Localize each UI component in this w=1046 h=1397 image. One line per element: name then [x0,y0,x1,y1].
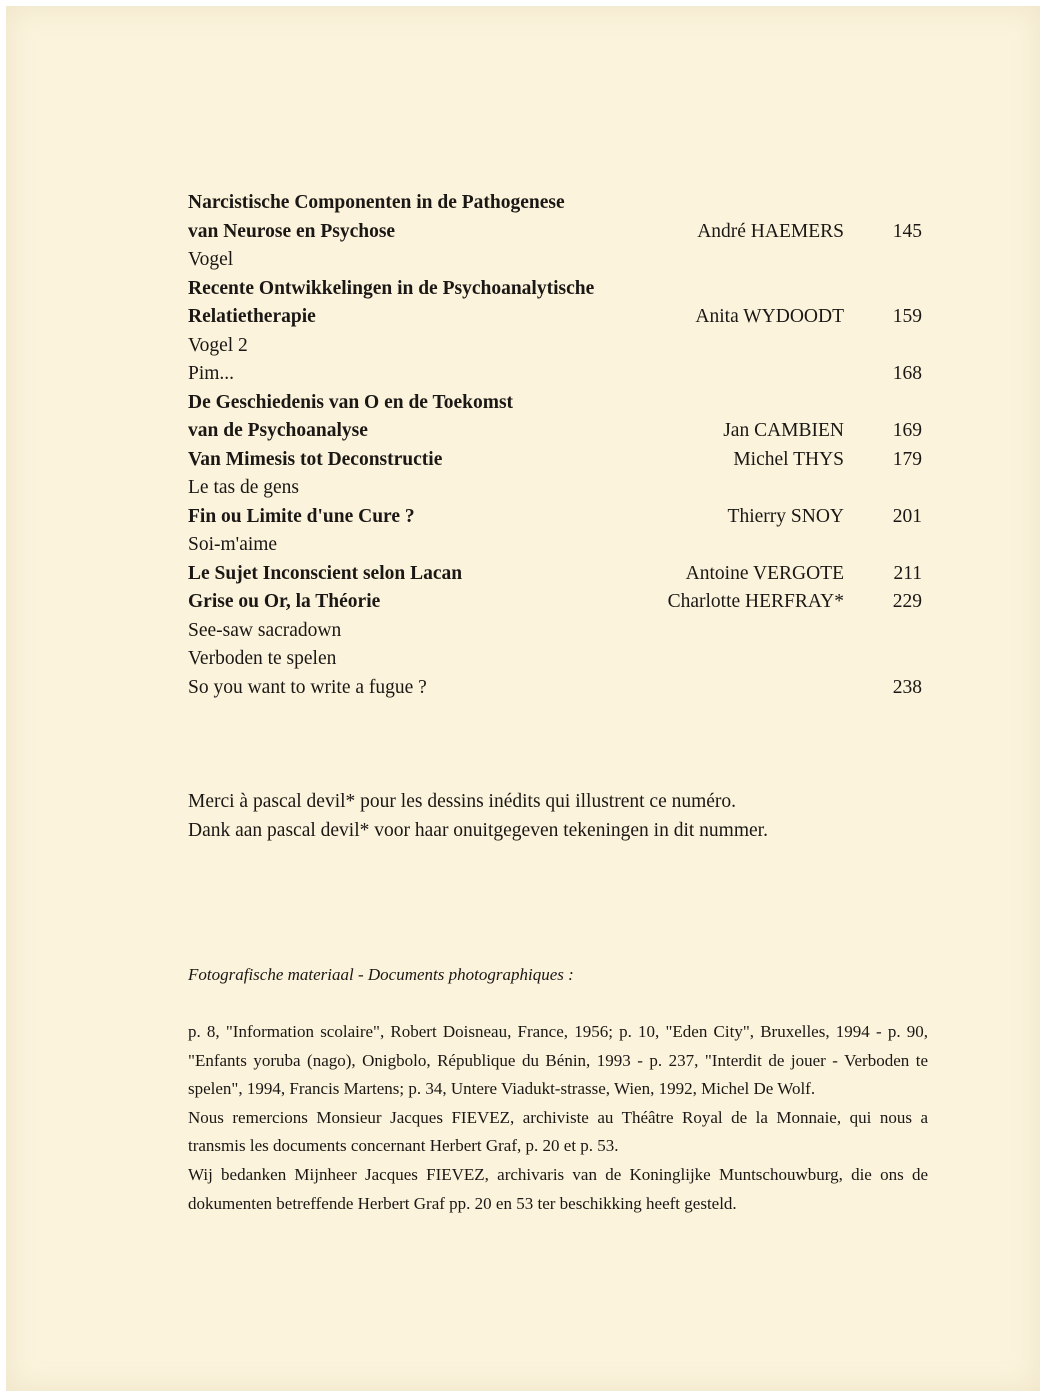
toc-author: André HAEMERS [697,220,844,242]
toc-title: Narcistische Componenten in de Pathogenese [188,192,565,213]
toc-title: Vogel [188,249,234,270]
toc-row [188,189,928,218]
toc-title: Van Mimesis tot Deconstructie [188,448,443,470]
toc-author: Jan CAMBIEN [723,420,844,441]
toc-row [188,617,928,646]
toc-title: Grise ou Or, la Théorie [188,591,381,612]
toc-row [188,674,928,703]
toc-row [188,218,928,247]
toc-page: 201 [892,505,922,527]
thanks-french: Merci à pascal devil* pour les dessins inédits qui illustrent ce numéro. [188,791,737,812]
toc-row [188,332,928,361]
table-of-contents [188,189,928,702]
toc-row [188,303,928,332]
toc-title: van de Psychoanalyse [188,420,368,441]
toc-page: 229 [892,591,922,612]
toc-page: 169 [892,420,922,441]
toc-page: 238 [892,676,922,698]
toc-author: Antoine VERGOTE [685,562,844,584]
toc-row [188,360,928,389]
toc-author: Charlotte HERFRAY* [667,591,844,612]
toc-author: Thierry SNOY [727,505,844,527]
acknowledgement-french: Nous remercions Monsieur Jacques FIEVEZ, archiviste au Théâtre Royal de la Monnaie, qui nous a transmis les documents concernant Herbert Graf, p. 20 et p. 53. [188,1107,928,1156]
toc-title: Le tas de gens [188,477,300,498]
toc-title: So you want to write a fugue ? [188,676,427,698]
toc-row [188,417,928,446]
photo-credits [188,1018,928,1218]
thanks-dutch: Dank aan pascal devil* voor haar onuitgegeven tekeningen in dit nummer. [188,819,768,841]
toc-title: van Neurose en Psychose [188,220,396,242]
toc-page: 145 [892,220,922,242]
toc-row [188,246,928,275]
toc-title: Recente Ontwikkelingen in de Psychoanalytische [188,277,595,299]
illustration-thanks [188,788,768,845]
toc-row [188,588,928,617]
toc-title: Pim... [188,363,235,384]
toc-row [188,503,928,532]
acknowledgement-dutch: Wij bedanken Mijnheer Jacques FIEVEZ, archivaris van de Koninglijke Muntschouwburg, die ons de dokumenten betreffende Herbert Graf pp. 20 en 53 ter beschikking heeft gesteld. [188,1164,928,1213]
toc-author: Anita WYDOODT [695,306,844,327]
toc-row [188,645,928,674]
toc-page: 168 [892,363,922,384]
toc-title: See-saw sacradown [188,619,342,641]
toc-row [188,275,928,304]
toc-page: 159 [892,306,922,327]
toc-title: Verboden te spelen [188,648,337,669]
toc-author: Michel THYS [733,448,844,470]
toc-page: 179 [892,448,922,470]
toc-row [188,560,928,589]
toc-title: De Geschiedenis van O en de Toekomst [188,391,514,413]
document-page [6,6,1040,1391]
toc-title: Fin ou Limite d'une Cure ? [188,505,415,527]
toc-row [188,474,928,503]
toc-row [188,389,928,418]
toc-page: 211 [893,562,922,584]
toc-title: Soi-m'aime [188,534,278,555]
toc-title: Vogel 2 [188,334,248,356]
toc-title: Le Sujet Inconscient selon Lacan [188,562,463,584]
photo-credits-list: p. 8, "Information scolaire", Robert Doisneau, France, 1956; p. 10, "Eden City", Bruxelles, 1994 - p. 90, "Enfants yoruba (nago), Onigbolo, République du Bénin, 1993 - p. 237, "Interdit de jouer - Verboden te spelen", 1994, Francis Martens; p. 34, Untere Viadukt-strasse, Wien, 1992, Michel De Wolf. [188,1022,928,1099]
toc-title: Relatietherapie [188,306,316,327]
toc-row [188,446,928,475]
photo-credits-heading: Fotografische materiaal - Documents photographiques : [188,965,574,984]
toc-row [188,531,928,560]
